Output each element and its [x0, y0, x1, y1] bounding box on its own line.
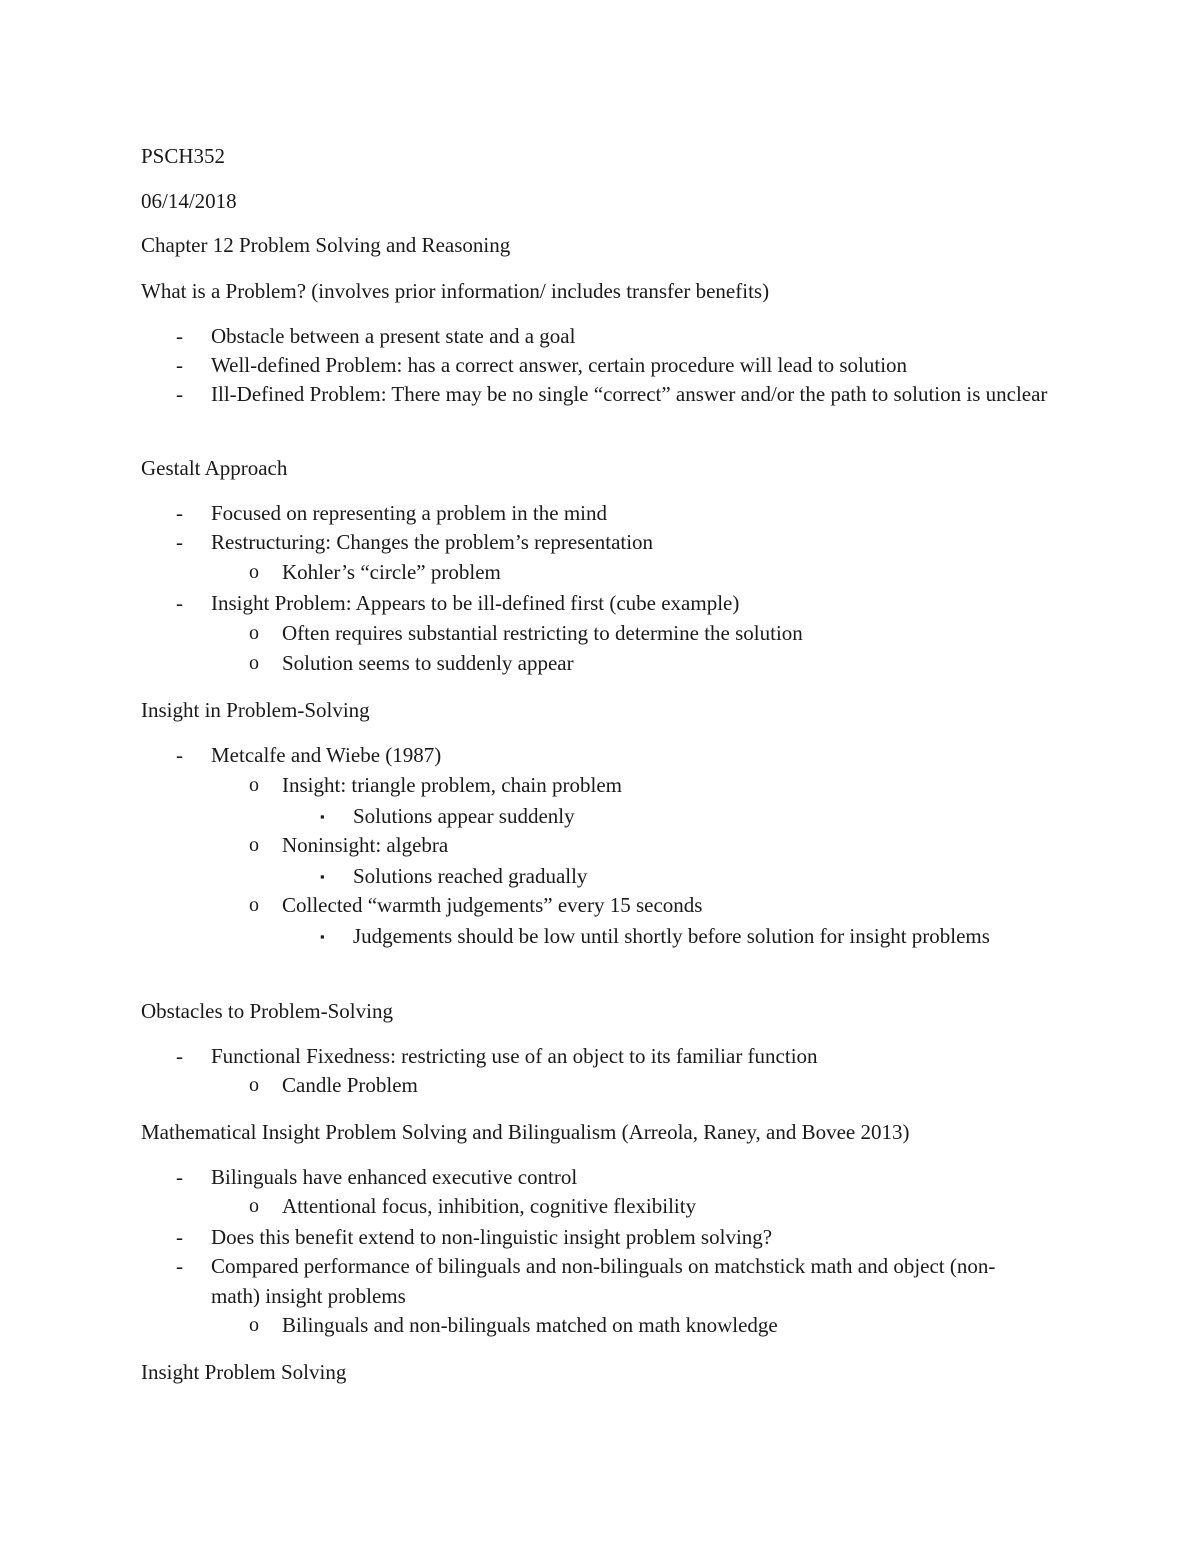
circle-bullet: o	[249, 652, 259, 674]
square-bullet: ▪	[320, 809, 325, 824]
list-item-text: Solutions reached gradually	[353, 864, 588, 888]
list-item-text: Often requires substantial restricting to determine the solution	[282, 621, 803, 645]
list-item-text: Bilinguals have enhanced executive control	[211, 1165, 578, 1189]
dash-bullet: -	[176, 382, 183, 406]
dash-bullet: -	[176, 591, 183, 615]
list-item-text: Kohler’s “circle” problem	[282, 560, 501, 584]
list-item-text: Candle Problem	[282, 1073, 418, 1097]
list-item	[176, 350, 1071, 380]
list-item	[176, 1041, 1071, 1071]
square-bullet: ▪	[320, 929, 325, 944]
list-item-text: Obstacle between a present state and a goal	[211, 324, 576, 348]
list-item-text: Focused on representing a problem in the mind	[211, 501, 607, 525]
list-item	[176, 527, 1071, 557]
list-item	[320, 801, 1053, 831]
note-date: 06/14/2018	[141, 189, 237, 213]
list-item-text: Compared performance of bilinguals and non-bilinguals on matchstick math and object (non-math) insight problems	[211, 1254, 996, 1308]
list-item	[176, 321, 1071, 351]
circle-bullet: o	[249, 1314, 259, 1336]
section-heading: What is a Problem? (involves prior information/ includes transfer benefits)	[141, 279, 770, 303]
list-item-text: Bilinguals and non-bilinguals matched on math knowledge	[282, 1313, 778, 1337]
section-heading: Gestalt Approach	[141, 456, 288, 480]
circle-bullet: o	[249, 561, 259, 583]
course-code: PSCH352	[141, 144, 226, 168]
circle-bullet: o	[249, 1195, 259, 1217]
list-item	[320, 921, 993, 951]
list-item	[249, 1070, 1082, 1100]
list-item	[249, 1191, 1082, 1221]
dash-bullet: -	[176, 324, 183, 348]
section-heading: Mathematical Insight Problem Solving and Bilingualism (Arreola, Raney, and Bovee 2013)	[141, 1120, 910, 1144]
list-item	[249, 1310, 1082, 1340]
list-item	[176, 498, 1071, 528]
list-item-text: Solutions appear suddenly	[353, 804, 575, 828]
dash-bullet: -	[176, 1044, 183, 1068]
dash-bullet: -	[176, 353, 183, 377]
list-item-text: Functional Fixedness: restricting use of an object to its familiar function	[211, 1044, 818, 1068]
dash-bullet: -	[176, 1165, 183, 1189]
dash-bullet: -	[176, 1225, 183, 1249]
list-item	[249, 557, 1082, 587]
dash-bullet: -	[176, 530, 183, 554]
list-item	[249, 770, 1082, 800]
list-item-text: Ill-Defined Problem: There may be no single “correct” answer and/or the path to solution is unclear	[211, 382, 1048, 406]
list-item-text: Metcalfe and Wiebe (1987)	[211, 743, 442, 767]
list-item	[176, 740, 1071, 770]
list-item	[249, 890, 1082, 920]
dash-bullet: -	[176, 501, 183, 525]
list-item	[176, 1251, 1041, 1311]
circle-bullet: o	[249, 894, 259, 916]
circle-bullet: o	[249, 834, 259, 856]
circle-bullet: o	[249, 622, 259, 644]
chapter-title: Chapter 12 Problem Solving and Reasoning	[141, 233, 511, 257]
list-item-text: Collected “warmth judgements” every 15 seconds	[282, 893, 703, 917]
list-item-text: Restructuring: Changes the problem’s representation	[211, 530, 654, 554]
list-item-text: Insight Problem: Appears to be ill-defined first (cube example)	[211, 591, 740, 615]
section-heading: Insight Problem Solving	[141, 1360, 347, 1384]
list-item	[249, 618, 1082, 648]
list-item	[249, 830, 1082, 860]
dash-bullet: -	[176, 1254, 183, 1278]
list-item	[176, 1222, 1071, 1252]
list-item-text: Well-defined Problem: has a correct answer, certain procedure will lead to solution	[211, 353, 908, 377]
list-item-text: Insight: triangle problem, chain problem	[282, 773, 622, 797]
list-item	[320, 861, 1053, 891]
section-heading: Insight in Problem-Solving	[141, 698, 370, 722]
list-item	[176, 588, 1071, 618]
list-item-text: Attentional focus, inhibition, cognitive flexibility	[282, 1194, 697, 1218]
list-item	[176, 379, 1061, 409]
section-heading: Obstacles to Problem-Solving	[141, 999, 393, 1023]
list-item-text: Does this benefit extend to non-linguistic insight problem solving?	[211, 1225, 773, 1249]
list-item	[249, 648, 1082, 678]
square-bullet: ▪	[320, 869, 325, 884]
list-item-text: Judgements should be low until shortly before solution for insight problems	[353, 924, 990, 948]
circle-bullet: o	[249, 1074, 259, 1096]
dash-bullet: -	[176, 743, 183, 767]
list-item-text: Solution seems to suddenly appear	[282, 651, 574, 675]
list-item-text: Noninsight: algebra	[282, 833, 449, 857]
list-item	[176, 1162, 1071, 1192]
circle-bullet: o	[249, 774, 259, 796]
